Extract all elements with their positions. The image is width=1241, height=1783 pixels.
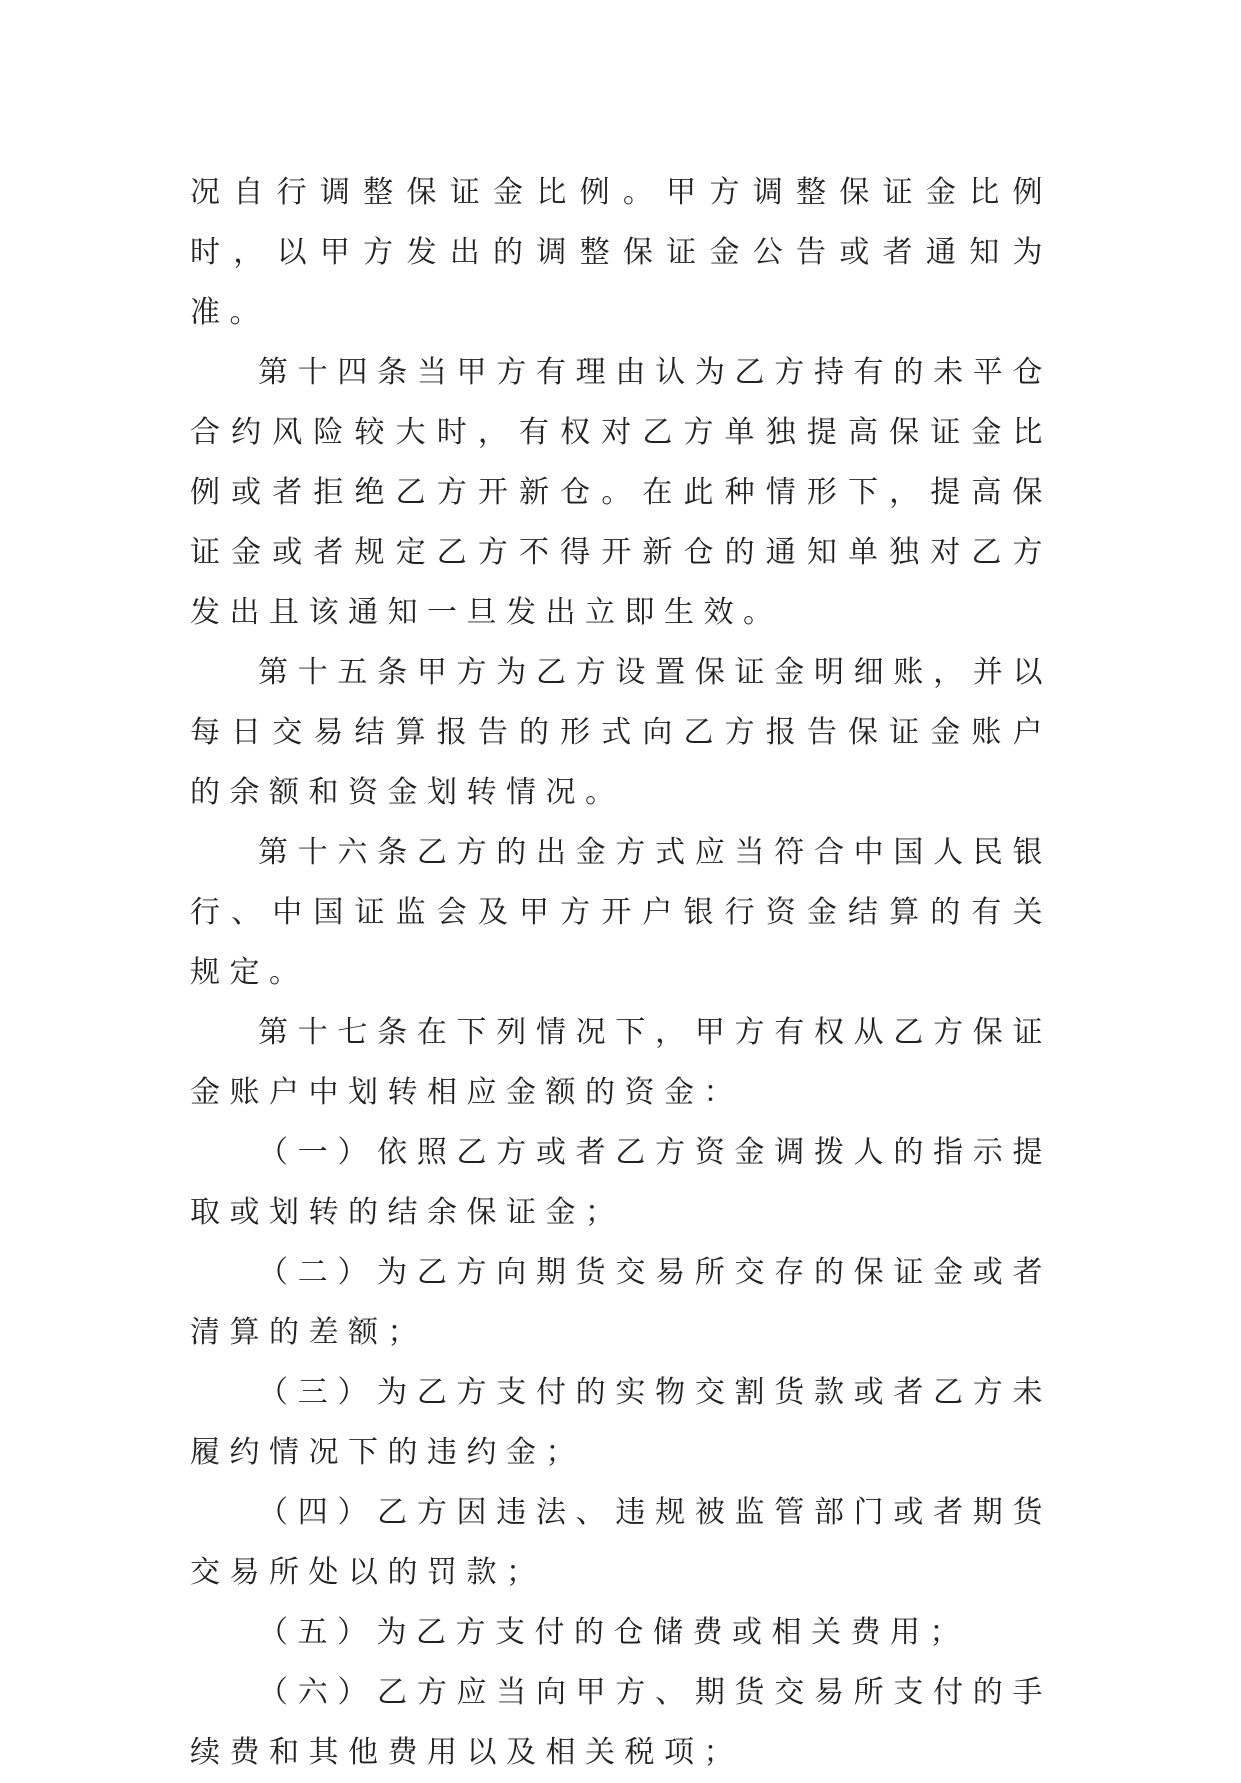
list-item-4: （四）乙方因违法、违规被监管部门或者期货交易所处以的罚款； — [190, 1495, 1052, 1590]
list-item-5: （五）为乙方支付的仓储费或相关费用； — [258, 1615, 969, 1650]
list-item-6: （六）乙方应当向甲方、期货交易所支付的手续费和其他费用以及相关税项； — [190, 1675, 1052, 1770]
list-item-3: （三）为乙方支付的实物交割货款或者乙方未履约情况下的违约金； — [190, 1375, 1052, 1470]
paragraph-continuation: 况自行调整保证金比例。甲方调整保证金比例时，以甲方发出的调整保证金公告或者通知为准。 — [190, 175, 1052, 330]
list-item-1: （一）依照乙方或者乙方资金调拨人的指示提取或划转的结余保证金； — [190, 1135, 1052, 1230]
paragraph-article-16: 第十六条乙方的出金方式应当符合中国人民银行、中国证监会及甲方开户银行资金结算的有关规定。 — [190, 835, 1052, 990]
paragraph-article-17: 第十七条在下列情况下，甲方有权从乙方保证金账户中划转相应金额的资金： — [190, 1015, 1052, 1110]
document-page — [190, 163, 1052, 1783]
paragraph-article-14: 第十四条当甲方有理由认为乙方持有的未平仓合约风险较大时，有权对乙方单独提高保证金比例或者拒绝乙方开新仓。在此种情形下，提高保证金或者规定乙方不得开新仓的通知单独对乙方发出且该通知一旦发出立即生效。 — [190, 355, 1052, 630]
paragraph-article-15: 第十五条甲方为乙方设置保证金明细账，并以每日交易结算报告的形式向乙方报告保证金账户的余额和资金划转情况。 — [190, 655, 1052, 810]
list-item-2: （二）为乙方向期货交易所交存的保证金或者清算的差额； — [190, 1255, 1052, 1350]
